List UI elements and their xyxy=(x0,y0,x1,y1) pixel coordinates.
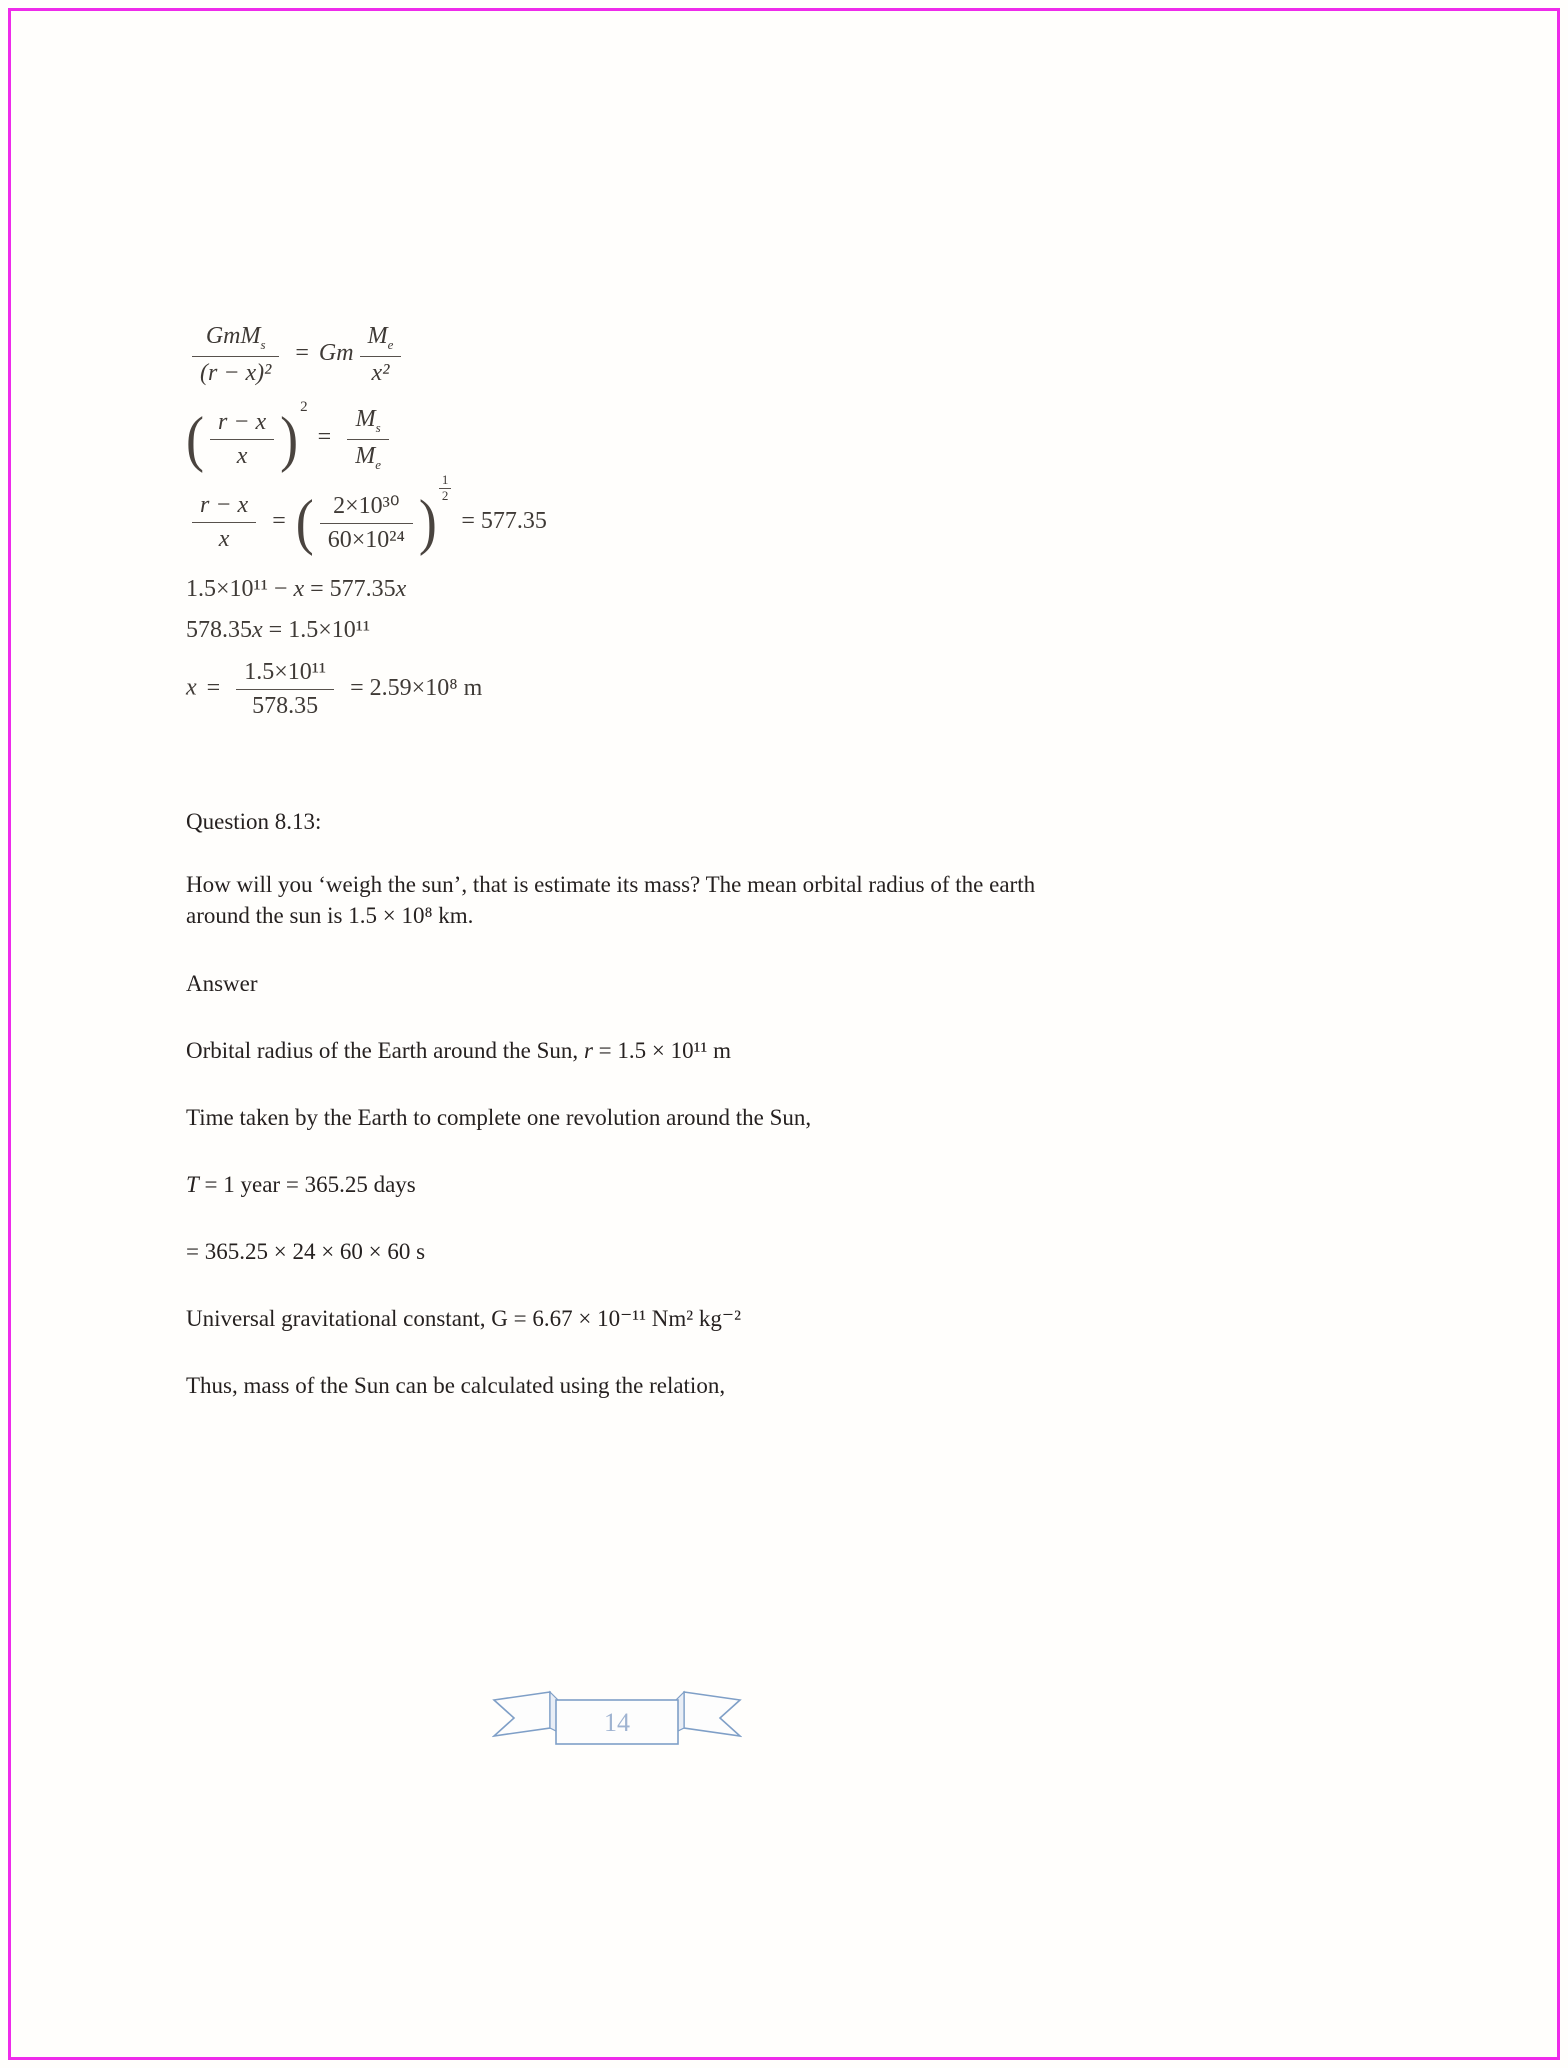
denominator: x² xyxy=(371,359,390,386)
exponent-denominator: 2 xyxy=(441,487,449,503)
inner-fraction xyxy=(320,490,413,554)
result: = 577.35 xyxy=(461,507,547,534)
equation-linear-2 xyxy=(186,617,1166,644)
question-text: How will you ‘weigh the sun’, that is estimate its mass? The mean orbital radius of the earth around the sun is 1.5 × 10⁸ km. xyxy=(186,872,1036,929)
question-section xyxy=(186,806,1166,1400)
lhs-fraction xyxy=(210,408,274,470)
answer-period xyxy=(186,1169,1166,1200)
coefficient: Gm xyxy=(318,339,354,366)
numerator: GmM xyxy=(205,323,261,349)
numerator-subscript: s xyxy=(260,336,266,352)
numerator: 2×10³⁰ xyxy=(320,490,413,524)
exponent-numerator: 1 xyxy=(439,473,452,489)
denominator: x xyxy=(218,526,230,553)
equation-solution xyxy=(186,658,1166,720)
exponent: 2 xyxy=(300,399,308,416)
numerator: M xyxy=(367,323,388,349)
numerator: 1.5×10¹¹ xyxy=(236,658,334,690)
question-heading: Question 8.13: xyxy=(186,809,322,835)
value: = 1.5 × 10¹¹ m xyxy=(592,1037,732,1063)
numerator: r − x xyxy=(192,491,256,523)
equals-sign: = xyxy=(206,674,221,701)
rhs-fraction xyxy=(360,322,402,387)
equals-sign: = xyxy=(295,339,309,366)
equation-linear-1 xyxy=(186,576,1166,603)
term: = 577.35 xyxy=(304,576,396,603)
rhs-fraction xyxy=(347,405,389,473)
denominator: 60×10²⁴ xyxy=(327,527,405,554)
denominator: 578.35 xyxy=(252,693,319,720)
equation-force-balance xyxy=(186,322,1166,387)
denominator-subscript: e xyxy=(375,456,381,472)
numerator-subscript: s xyxy=(375,419,381,435)
ribbon-banner-icon xyxy=(492,1686,742,1752)
denominator: M xyxy=(355,442,376,469)
term: 1.5×10¹¹ − xyxy=(186,576,294,603)
numerator: M xyxy=(355,405,376,432)
denominator: (r − x)² xyxy=(200,359,272,386)
equation-ratio-value: $\frac{r - x}{x}$ = ( $\frac{\text{2×10³⁰}}{\text{60×10²⁴}}$ ) $\frac{1}{2}$ = 577.35 xyxy=(186,490,1166,554)
lhs-fraction xyxy=(192,322,279,387)
numerator: r − x xyxy=(210,408,274,440)
exponent-fraction xyxy=(439,473,452,504)
equation-ratio-squared: ( $\frac{r - x}{x}$ ) $^2$= $\frac{M_s}{M_e}$ xyxy=(186,405,1166,473)
variable: x xyxy=(186,674,197,701)
answer-seconds: = 365.25 × 24 × 60 × 60 s xyxy=(186,1238,426,1264)
answer-orbital-radius xyxy=(186,1035,1166,1066)
variable: r xyxy=(583,1037,593,1063)
answer-relation: Thus, mass of the Sun can be calculated using the relation, xyxy=(186,1372,726,1398)
solution-fraction xyxy=(236,658,334,720)
answer-time-taken: Time taken by the Earth to complete one revolution around the Sun, xyxy=(186,1104,812,1130)
variable: x xyxy=(293,576,305,603)
text: Orbital radius of the Earth around the Sun, xyxy=(186,1037,584,1063)
math-work xyxy=(186,322,1166,720)
term: 578.35 xyxy=(186,617,252,644)
value: = 1 year = 365.25 days xyxy=(198,1171,416,1197)
equals-sign: = xyxy=(272,507,286,534)
page-content xyxy=(186,322,1166,1401)
page-footer xyxy=(492,1686,742,1752)
result: = 2.59×10⁸ m xyxy=(350,674,483,701)
variable: x xyxy=(252,617,263,644)
lhs-fraction xyxy=(192,491,256,553)
variable: x xyxy=(395,576,407,603)
variable: T xyxy=(186,1171,199,1197)
answer-gravitational-constant: Universal gravitational constant, G = 6.67 × 10⁻¹¹ Nm² kg⁻² xyxy=(186,1305,741,1331)
page-number: 14 xyxy=(604,1708,630,1737)
term: = 1.5×10¹¹ xyxy=(262,617,371,644)
denominator: x xyxy=(236,442,248,469)
numerator-subscript: e xyxy=(387,336,394,352)
answer-label: Answer xyxy=(186,970,258,996)
equals-sign: = xyxy=(317,424,332,451)
